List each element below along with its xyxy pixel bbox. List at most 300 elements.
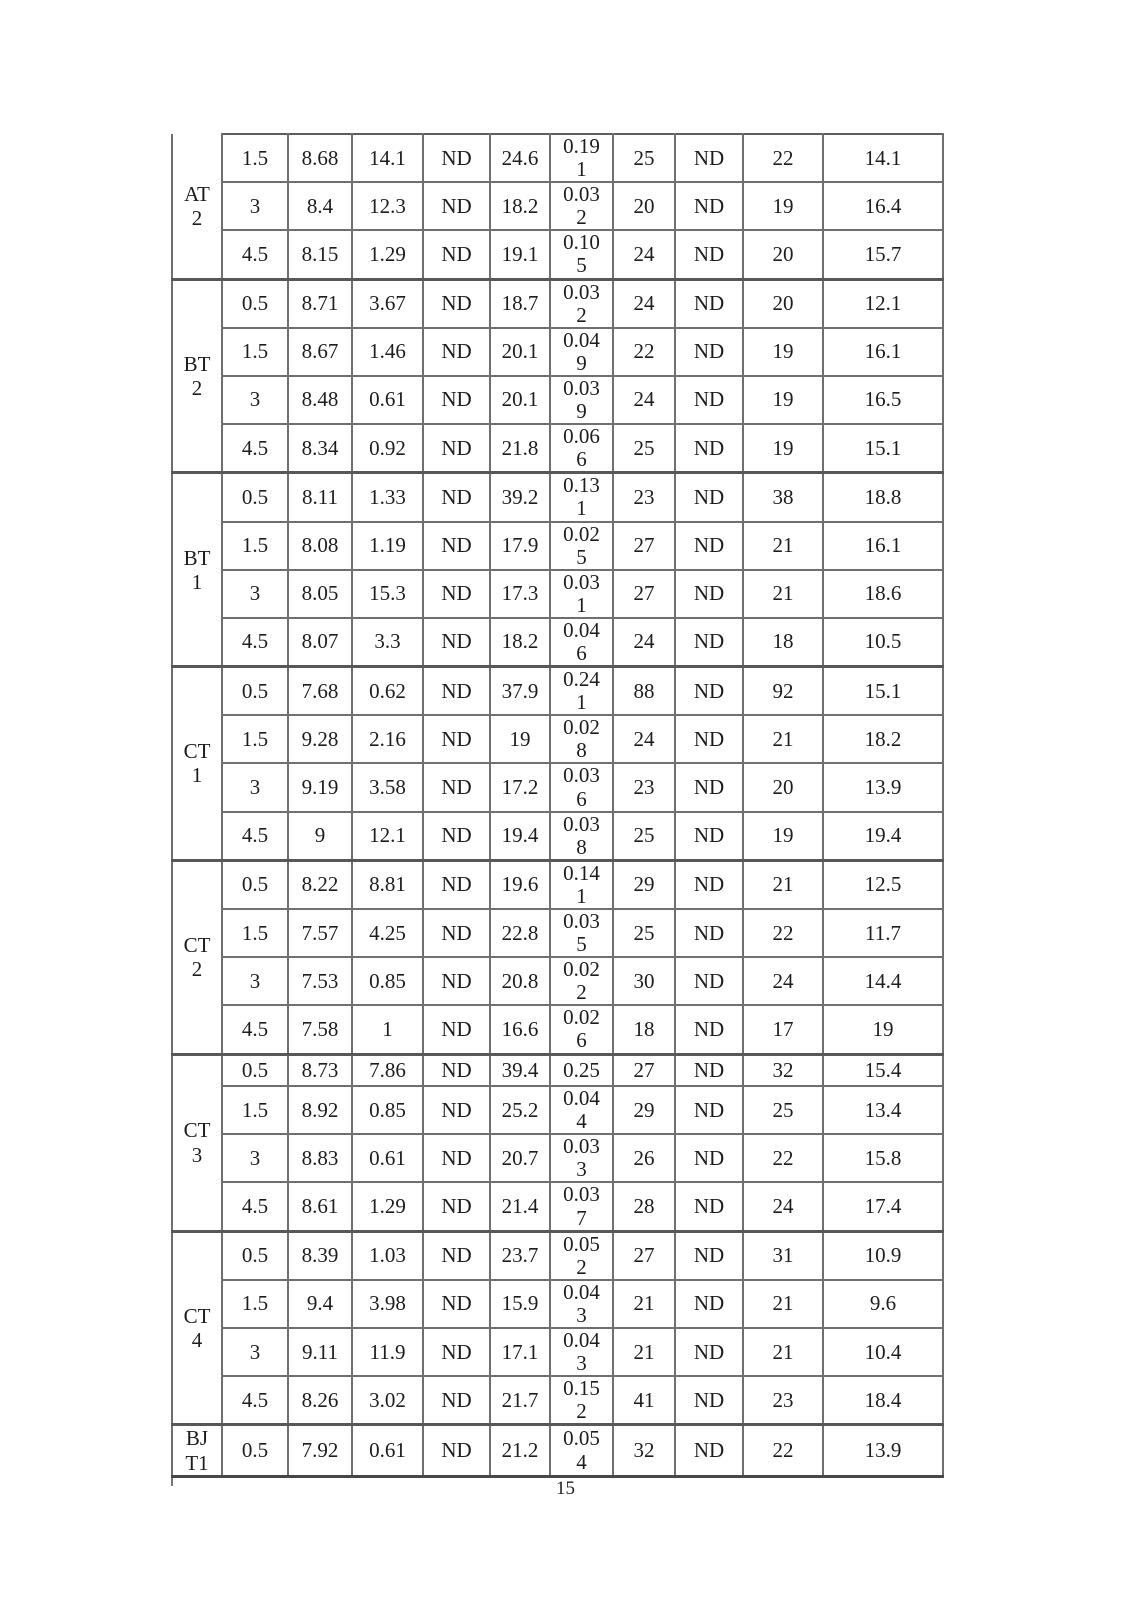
data-cell: 4.5 (222, 424, 288, 473)
data-cell: 19.1 (490, 230, 550, 279)
data-cell: 10.4 (823, 1328, 943, 1376)
data-cell: 29 (613, 860, 675, 909)
table-row (172, 957, 943, 1005)
data-cell: ND (675, 763, 743, 811)
data-cell: 39.4 (490, 1054, 550, 1086)
data-cell: 24 (743, 957, 823, 1005)
data-cell: 23 (743, 1376, 823, 1425)
data-cell: 16.5 (823, 376, 943, 424)
data-cell: 8.4 (288, 182, 352, 230)
data-cell: 2.16 (352, 715, 423, 763)
data-cell: 0.61 (352, 1425, 423, 1476)
data-cell: 3 (222, 763, 288, 811)
data-cell: ND (423, 1328, 490, 1376)
data-cell: 8.11 (288, 473, 352, 522)
data-cell: ND (675, 957, 743, 1005)
table-row (172, 279, 943, 328)
data-cell: ND (423, 1231, 490, 1280)
data-cell: 15.1 (823, 667, 943, 716)
data-cell: 8.92 (288, 1086, 352, 1134)
data-cell: 18.4 (823, 1376, 943, 1425)
data-cell: 8.48 (288, 376, 352, 424)
data-cell: 0.044 (550, 1086, 613, 1134)
data-cell: 20.8 (490, 957, 550, 1005)
data-cell: ND (423, 328, 490, 376)
data-cell: 18 (743, 618, 823, 667)
table-row (172, 812, 943, 861)
table-container (171, 133, 943, 1478)
data-cell: 22 (743, 909, 823, 957)
data-cell: 18.2 (823, 715, 943, 763)
data-cell: 8.08 (288, 522, 352, 570)
data-cell: 17.3 (490, 570, 550, 618)
table-row (172, 473, 943, 522)
data-cell: ND (423, 1054, 490, 1086)
data-cell: 4.25 (352, 909, 423, 957)
data-cell: 7.86 (352, 1054, 423, 1086)
data-cell: 0.049 (550, 328, 613, 376)
data-cell: 12.3 (352, 182, 423, 230)
table-row (172, 1280, 943, 1328)
data-cell: 0.035 (550, 909, 613, 957)
data-cell: 3.3 (352, 618, 423, 667)
data-cell: 22 (743, 1134, 823, 1182)
data-cell: 22 (743, 134, 823, 182)
table-row (172, 1134, 943, 1182)
data-cell: ND (423, 1182, 490, 1231)
data-cell: 7.68 (288, 667, 352, 716)
data-cell: 3.67 (352, 279, 423, 328)
data-cell: 14.4 (823, 957, 943, 1005)
data-cell: 16.1 (823, 328, 943, 376)
data-cell: 8.61 (288, 1182, 352, 1231)
data-cell: 0.022 (550, 957, 613, 1005)
data-cell: 10.5 (823, 618, 943, 667)
data-cell: ND (675, 667, 743, 716)
data-cell: 0.61 (352, 376, 423, 424)
data-cell: ND (675, 1328, 743, 1376)
data-cell: 21.8 (490, 424, 550, 473)
data-cell: 1 (352, 1005, 423, 1054)
data-cell: ND (675, 328, 743, 376)
data-cell: ND (675, 134, 743, 182)
data-cell: 8.05 (288, 570, 352, 618)
data-cell: ND (675, 1005, 743, 1054)
data-cell: 8.73 (288, 1054, 352, 1086)
data-cell: 0.038 (550, 812, 613, 861)
data-cell: 20.1 (490, 376, 550, 424)
data-cell: 32 (613, 1425, 675, 1476)
data-cell: 22.8 (490, 909, 550, 957)
data-cell: 9.11 (288, 1328, 352, 1376)
data-cell: 8.67 (288, 328, 352, 376)
data-cell: 0.028 (550, 715, 613, 763)
data-cell: 19.4 (490, 812, 550, 861)
data-cell: 27 (613, 522, 675, 570)
data-cell: 1.5 (222, 522, 288, 570)
data-cell: ND (675, 1054, 743, 1086)
data-cell: 4.5 (222, 1005, 288, 1054)
data-cell: 4.5 (222, 1182, 288, 1231)
data-cell: 4.5 (222, 618, 288, 667)
data-cell: 21.4 (490, 1182, 550, 1231)
data-cell: 0.62 (352, 667, 423, 716)
data-cell: 0.241 (550, 667, 613, 716)
data-cell: 8.22 (288, 860, 352, 909)
data-cell: 37.9 (490, 667, 550, 716)
data-cell: 17.2 (490, 763, 550, 811)
station-label: BT 1 (172, 473, 222, 667)
data-cell: ND (423, 134, 490, 182)
data-cell: 9 (288, 812, 352, 861)
data-cell: 0.025 (550, 522, 613, 570)
data-cell: 8.68 (288, 134, 352, 182)
data-cell: 4.5 (222, 1376, 288, 1425)
data-cell: 22 (743, 1425, 823, 1476)
data-cell: ND (423, 570, 490, 618)
data-cell: 0.5 (222, 1231, 288, 1280)
data-cell: ND (423, 618, 490, 667)
data-cell: ND (675, 473, 743, 522)
data-cell: ND (675, 1280, 743, 1328)
data-cell: 25 (743, 1086, 823, 1134)
table-row (172, 1086, 943, 1134)
data-cell: 0.066 (550, 424, 613, 473)
data-cell: 0.031 (550, 570, 613, 618)
data-cell: 0.026 (550, 1005, 613, 1054)
station-label: BT 2 (172, 279, 222, 473)
data-cell: 0.152 (550, 1376, 613, 1425)
data-cell: 21 (743, 1328, 823, 1376)
data-cell: 17.9 (490, 522, 550, 570)
measurement-table (171, 133, 944, 1478)
data-cell: 25 (613, 812, 675, 861)
data-cell: 19.6 (490, 860, 550, 909)
data-cell: 92 (743, 667, 823, 716)
data-cell: ND (423, 182, 490, 230)
data-cell: 18.7 (490, 279, 550, 328)
station-label: BJ T1 (172, 1425, 222, 1476)
data-cell: 16.1 (823, 522, 943, 570)
data-cell: 20 (743, 279, 823, 328)
data-cell: 3 (222, 376, 288, 424)
data-cell: 29 (613, 1086, 675, 1134)
table-row (172, 230, 943, 279)
data-cell: ND (423, 667, 490, 716)
data-cell: 0.033 (550, 1134, 613, 1182)
station-label: CT 3 (172, 1054, 222, 1231)
data-cell: 19 (743, 182, 823, 230)
data-cell: 20.7 (490, 1134, 550, 1182)
data-cell: 21 (613, 1328, 675, 1376)
data-cell: 19 (743, 328, 823, 376)
data-cell: 20.1 (490, 328, 550, 376)
data-cell: 32 (743, 1054, 823, 1086)
table-row (172, 1182, 943, 1231)
station-label: AT 2 (172, 134, 222, 279)
data-cell: 21 (743, 522, 823, 570)
data-cell: 0.052 (550, 1231, 613, 1280)
data-cell: 31 (743, 1231, 823, 1280)
data-cell: ND (675, 1231, 743, 1280)
data-cell: 41 (613, 1376, 675, 1425)
data-cell: ND (675, 1376, 743, 1425)
data-cell: 0.131 (550, 473, 613, 522)
data-cell: ND (675, 522, 743, 570)
data-cell: ND (423, 957, 490, 1005)
data-cell: 21.2 (490, 1425, 550, 1476)
data-cell: 0.5 (222, 667, 288, 716)
data-cell: 16.4 (823, 182, 943, 230)
data-cell: 0.043 (550, 1280, 613, 1328)
data-cell: 1.29 (352, 1182, 423, 1231)
data-cell: ND (423, 909, 490, 957)
data-cell: 19 (743, 376, 823, 424)
table-row (172, 1425, 943, 1476)
data-cell: 25 (613, 134, 675, 182)
data-cell: ND (423, 279, 490, 328)
data-cell: 8.39 (288, 1231, 352, 1280)
table-row (172, 1054, 943, 1086)
data-cell: 23.7 (490, 1231, 550, 1280)
data-cell: 3.58 (352, 763, 423, 811)
data-cell: 19 (490, 715, 550, 763)
data-cell: 18.6 (823, 570, 943, 618)
data-cell: 0.032 (550, 182, 613, 230)
page-number: 15 (556, 1478, 575, 1499)
data-cell: ND (675, 376, 743, 424)
data-cell: ND (675, 618, 743, 667)
data-cell: 21.7 (490, 1376, 550, 1425)
data-cell: 7.53 (288, 957, 352, 1005)
data-cell: 24 (613, 618, 675, 667)
data-cell: 12.5 (823, 860, 943, 909)
table-row (172, 860, 943, 909)
data-cell: 7.57 (288, 909, 352, 957)
data-cell: 24 (613, 230, 675, 279)
data-cell: ND (675, 570, 743, 618)
data-cell: 30 (613, 957, 675, 1005)
data-cell: 3.02 (352, 1376, 423, 1425)
data-cell: 0.036 (550, 763, 613, 811)
data-cell: 1.46 (352, 328, 423, 376)
data-cell: 4.5 (222, 230, 288, 279)
station-label: CT 2 (172, 860, 222, 1054)
data-cell: 14.1 (823, 134, 943, 182)
data-cell: ND (423, 522, 490, 570)
data-cell: ND (423, 1086, 490, 1134)
data-cell: 8.26 (288, 1376, 352, 1425)
table-row (172, 570, 943, 618)
table-row (172, 667, 943, 716)
data-cell: 12.1 (352, 812, 423, 861)
table-row (172, 1376, 943, 1425)
data-cell: 8.83 (288, 1134, 352, 1182)
data-cell: 0.054 (550, 1425, 613, 1476)
station-label: CT 1 (172, 667, 222, 861)
data-cell: 8.34 (288, 424, 352, 473)
data-cell: 27 (613, 1054, 675, 1086)
data-cell: 15.7 (823, 230, 943, 279)
table-row (172, 1231, 943, 1280)
data-cell: 7.92 (288, 1425, 352, 1476)
data-cell: 3 (222, 957, 288, 1005)
data-cell: 1.5 (222, 909, 288, 957)
data-cell: 28 (613, 1182, 675, 1231)
data-cell: 23 (613, 473, 675, 522)
data-cell: 13.4 (823, 1086, 943, 1134)
data-cell: 17 (743, 1005, 823, 1054)
data-cell: 1.5 (222, 1086, 288, 1134)
data-cell: 27 (613, 570, 675, 618)
data-cell: ND (423, 1425, 490, 1476)
data-cell: 10.9 (823, 1231, 943, 1280)
data-cell: 0.5 (222, 473, 288, 522)
data-cell: 17.4 (823, 1182, 943, 1231)
data-cell: 20 (743, 763, 823, 811)
data-cell: 21 (743, 715, 823, 763)
data-cell: 0.5 (222, 279, 288, 328)
table-row (172, 376, 943, 424)
data-cell: 3 (222, 1134, 288, 1182)
data-cell: 11.9 (352, 1328, 423, 1376)
data-cell: 12.1 (823, 279, 943, 328)
data-cell: 17.1 (490, 1328, 550, 1376)
data-cell: ND (675, 909, 743, 957)
data-cell: 0.105 (550, 230, 613, 279)
table-row (172, 134, 943, 182)
data-cell: 0.85 (352, 1086, 423, 1134)
data-cell: 24 (613, 715, 675, 763)
data-cell: ND (675, 715, 743, 763)
data-cell: 1.5 (222, 134, 288, 182)
data-cell: 19 (743, 812, 823, 861)
data-cell: 21 (613, 1280, 675, 1328)
data-cell: 88 (613, 667, 675, 716)
table-row (172, 182, 943, 230)
data-cell: ND (423, 812, 490, 861)
data-cell: 9.19 (288, 763, 352, 811)
data-cell: ND (675, 230, 743, 279)
data-cell: ND (423, 1280, 490, 1328)
data-cell: 22 (613, 328, 675, 376)
data-cell: 1.5 (222, 328, 288, 376)
data-cell: 9.6 (823, 1280, 943, 1328)
station-label: CT 4 (172, 1231, 222, 1425)
table-row (172, 763, 943, 811)
data-cell: ND (423, 1134, 490, 1182)
data-cell: 8.81 (352, 860, 423, 909)
data-cell: 20 (743, 230, 823, 279)
data-cell: 21 (743, 570, 823, 618)
table-row (172, 618, 943, 667)
data-cell: 26 (613, 1134, 675, 1182)
data-cell: ND (675, 1134, 743, 1182)
data-cell: 0.037 (550, 1182, 613, 1231)
data-cell: 19.4 (823, 812, 943, 861)
table-row (172, 715, 943, 763)
data-cell: ND (675, 424, 743, 473)
data-cell: 8.07 (288, 618, 352, 667)
data-cell: 23 (613, 763, 675, 811)
data-cell: 15.8 (823, 1134, 943, 1182)
data-cell: 0.191 (550, 134, 613, 182)
data-cell: 18 (613, 1005, 675, 1054)
data-cell: 15.4 (823, 1054, 943, 1086)
data-cell: 0.141 (550, 860, 613, 909)
data-cell: 39.2 (490, 473, 550, 522)
data-cell: 0.046 (550, 618, 613, 667)
data-cell: ND (423, 1376, 490, 1425)
data-cell: 1.5 (222, 715, 288, 763)
data-cell: ND (675, 1086, 743, 1134)
data-cell: 1.33 (352, 473, 423, 522)
data-cell: 38 (743, 473, 823, 522)
data-cell: ND (675, 182, 743, 230)
data-cell: 13.9 (823, 763, 943, 811)
table-row (172, 909, 943, 957)
data-cell: 0.5 (222, 1054, 288, 1086)
data-cell: ND (675, 1425, 743, 1476)
data-cell: 20 (613, 182, 675, 230)
data-cell: ND (675, 279, 743, 328)
data-cell: ND (675, 860, 743, 909)
data-cell: 25 (613, 909, 675, 957)
data-cell: 0.85 (352, 957, 423, 1005)
data-cell: 16.6 (490, 1005, 550, 1054)
data-cell: 0.032 (550, 279, 613, 328)
data-cell: ND (423, 424, 490, 473)
data-cell: 24 (613, 376, 675, 424)
table-row (172, 1328, 943, 1376)
data-cell: 1.03 (352, 1231, 423, 1280)
data-cell: ND (423, 1005, 490, 1054)
data-cell: 0.61 (352, 1134, 423, 1182)
data-cell: 24 (743, 1182, 823, 1231)
data-cell: 1.5 (222, 1280, 288, 1328)
data-cell: 3 (222, 1328, 288, 1376)
data-cell: ND (675, 1182, 743, 1231)
table-row (172, 1005, 943, 1054)
data-cell: 8.71 (288, 279, 352, 328)
table-row (172, 424, 943, 473)
data-cell: ND (675, 812, 743, 861)
data-cell: ND (423, 860, 490, 909)
data-cell: 15.1 (823, 424, 943, 473)
data-cell: 21 (743, 860, 823, 909)
data-cell: 7.58 (288, 1005, 352, 1054)
data-cell: 19 (743, 424, 823, 473)
data-cell: ND (423, 715, 490, 763)
data-cell: 8.15 (288, 230, 352, 279)
table-row (172, 522, 943, 570)
data-cell: 0.043 (550, 1328, 613, 1376)
data-cell: 14.1 (352, 134, 423, 182)
data-cell: 21 (743, 1280, 823, 1328)
data-cell: 27 (613, 1231, 675, 1280)
data-cell: 3 (222, 182, 288, 230)
data-cell: 15.9 (490, 1280, 550, 1328)
data-cell: ND (423, 230, 490, 279)
data-cell: ND (423, 763, 490, 811)
data-cell: 0.92 (352, 424, 423, 473)
table-row (172, 328, 943, 376)
data-cell: 1.19 (352, 522, 423, 570)
data-cell: 24 (613, 279, 675, 328)
data-cell: 19 (823, 1005, 943, 1054)
data-cell: ND (423, 473, 490, 522)
data-cell: 0.5 (222, 1425, 288, 1476)
